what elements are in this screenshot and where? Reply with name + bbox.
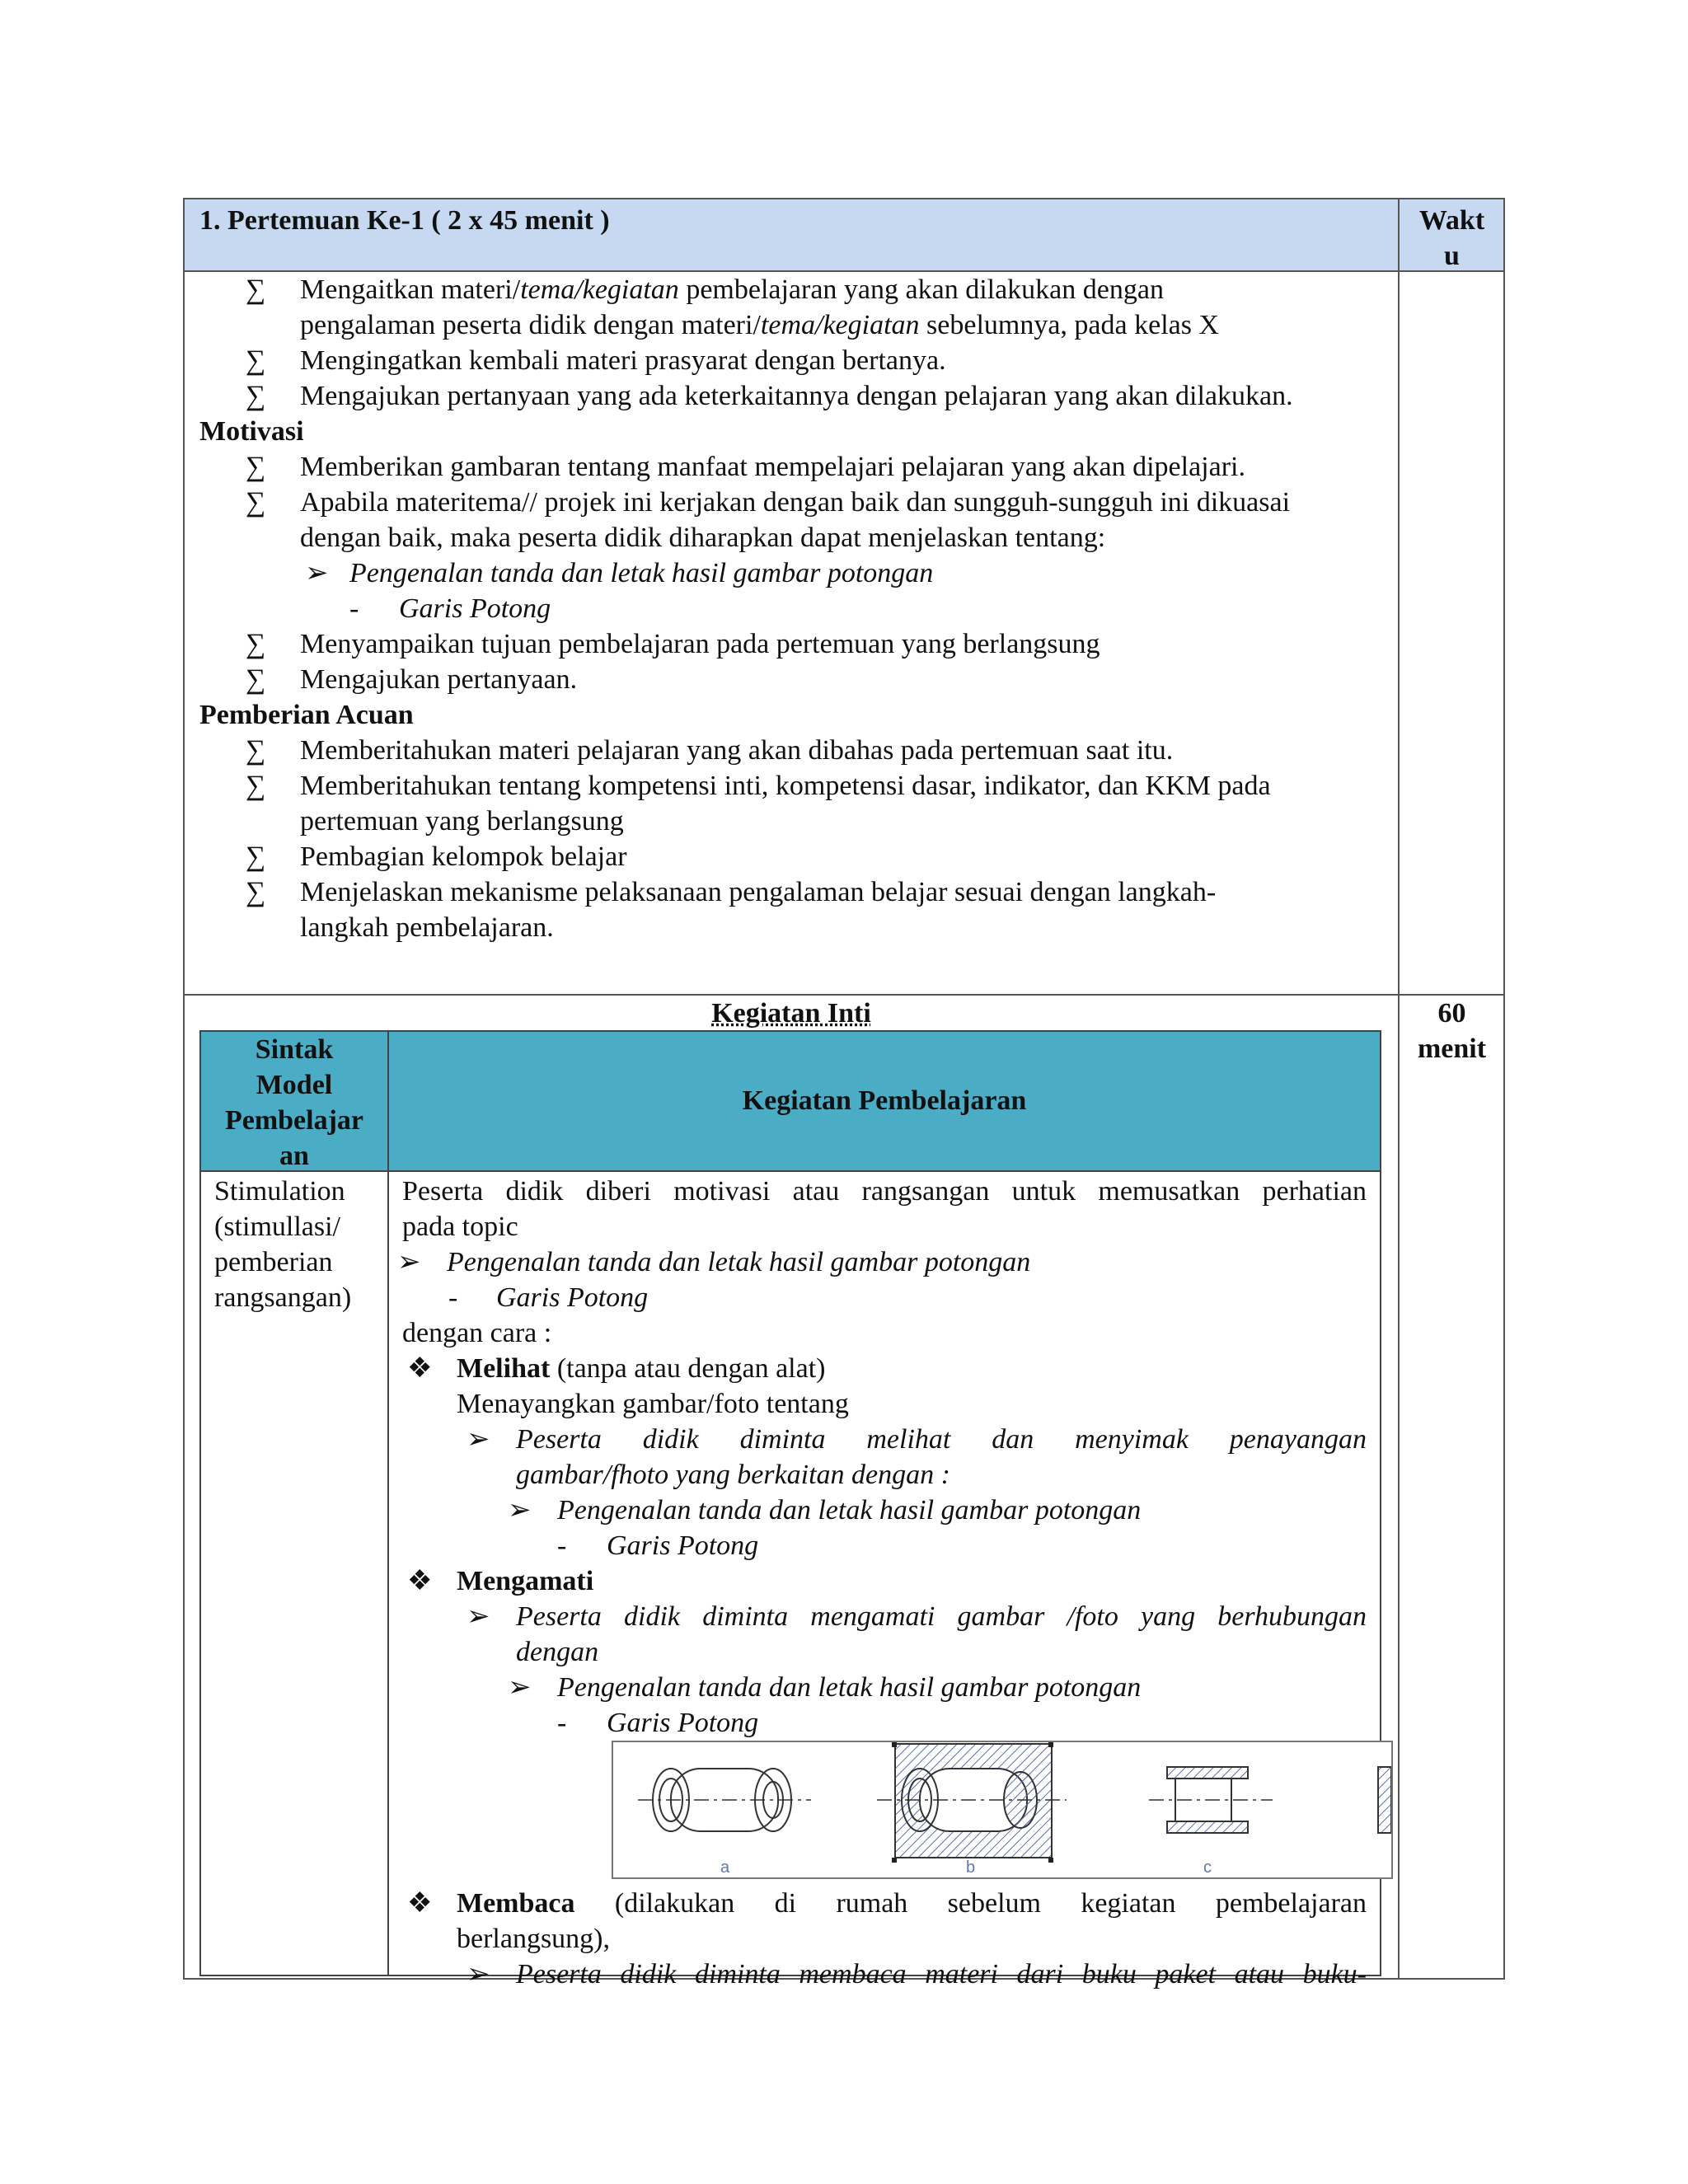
kegiatan-inti-title: Kegiatan Inti [711, 998, 871, 1029]
list-item: langkah pembelajaran. [300, 912, 554, 943]
sum-bullet-icon: ∑ [246, 841, 266, 872]
figure-label: c [1203, 1858, 1212, 1877]
pendahuluan-section [185, 272, 1398, 945]
intro-line: Peserta didik diberi motivasi atau rangsangan untuk memusatkan perhatian [402, 1176, 1367, 1207]
list-item: ∑ Memberitahukan materi pelajaran yang akan dibahas pada pertemuan saat itu. [185, 733, 1398, 768]
intro-line: pada topic [402, 1212, 518, 1242]
kegiatan-cell [389, 1174, 1380, 1992]
arrow-bullet-icon: ➢ [467, 1959, 490, 1990]
figure-label: a [720, 1858, 730, 1877]
list-item: ➢ Pengenalan tanda dan letak hasil gambar potongan [185, 555, 1398, 591]
dengan-cara: dengan cara : [402, 1318, 552, 1348]
sum-bullet-icon: ∑ [246, 452, 266, 482]
list-item: - Garis Potong [185, 591, 1398, 626]
kegiatan-column-header: Kegiatan Pembelajaran [742, 1085, 1027, 1116]
motivasi-heading: Motivasi [199, 416, 304, 447]
drawing-a [638, 1769, 811, 1831]
section-cut-figure [612, 1741, 1393, 1879]
cutting-line-drawings [613, 1742, 1391, 1877]
sum-bullet-icon: ∑ [246, 345, 266, 376]
arrow-bullet-icon: ➢ [305, 558, 329, 588]
list-item: dengan baik, maka peserta didik diharapkan dapat menjelaskan tentang: [300, 523, 1106, 553]
list-item: ∑ Mengaitkan materi/tema/kegiatan pembelajaran yang akan dilakukan dengan [185, 272, 1398, 307]
sum-bullet-icon: ∑ [246, 877, 266, 907]
sum-bullet-icon: ∑ [246, 664, 266, 695]
list-item: ➢ Pengenalan tanda dan letak hasil gambar potongan [389, 1493, 1380, 1528]
list-item: dengan [516, 1637, 599, 1667]
sum-bullet-icon: ∑ [246, 771, 266, 801]
acuan-heading: Pemberian Acuan [199, 700, 414, 730]
list-item: ∑ Mengajukan pertanyaan. [185, 662, 1398, 697]
column-divider [1398, 199, 1400, 1978]
inner-table-header [201, 1032, 1380, 1172]
list-item: ➢ Pengenalan tanda dan letak hasil gambar potongan [389, 1670, 1380, 1705]
membaca-line: berlangsung), [457, 1924, 611, 1954]
dash-bullet-icon: - [349, 593, 359, 624]
list-item: ∑ Mengajukan pertanyaan yang ada keterkaitannya dengan pelajaran yang akan dilakukan. [185, 378, 1398, 414]
diamond-bullet-icon: ❖ [407, 1566, 433, 1596]
arrow-bullet-icon: ➢ [467, 1424, 490, 1455]
list-item: - Garis Potong [389, 1705, 1380, 1741]
table-header [185, 199, 1503, 272]
list-item: ∑ Menjelaskan mekanisme pelaksanaan pengalaman belajar sesuai dengan langkah- [185, 874, 1398, 910]
list-item: ∑ Mengingatkan kembali materi prasyarat dengan bertanya. [185, 343, 1398, 378]
sum-bullet-icon: ∑ [246, 274, 266, 305]
melihat-item: ❖ Melihat (tanpa atau dengan alat) [389, 1351, 1380, 1386]
mengamati-item: ❖ Mengamati [389, 1563, 1380, 1599]
list-item: ∑ Memberitahukan tentang kompetensi inti, kompetensi dasar, indikator, dan KKM pada [185, 768, 1398, 804]
drawing-b [877, 1742, 1067, 1863]
list-item: pengalaman peserta didik dengan materi/tema/kegiatan sebelumnya, pada kelas X [300, 310, 1220, 340]
list-item: ∑ Memberikan gambaran tentang manfaat mempelajari pelajaran yang akan dipelajari. [185, 449, 1398, 485]
list-item: ∑ Pembagian kelompok belajar [185, 839, 1398, 874]
sum-bullet-icon: ∑ [246, 629, 266, 659]
list-item: gambar/fhoto yang berkaitan dengan : [516, 1460, 950, 1490]
dash-bullet-icon: - [448, 1282, 458, 1313]
arrow-bullet-icon: ➢ [508, 1495, 532, 1526]
list-item: ➢ Peserta didik diminta melihat dan menyimak penayangan [389, 1422, 1380, 1457]
time-value: 60 menit [1417, 998, 1487, 1064]
meeting-title: 1. Pertemuan Ke-1 ( 2 x 45 menit ) [199, 205, 610, 236]
drawing-c [1149, 1767, 1273, 1833]
sum-bullet-icon: ∑ [246, 487, 266, 518]
arrow-bullet-icon: ➢ [467, 1601, 490, 1632]
list-item: ∑ Menyampaikan tujuan pembelajaran pada pertemuan yang berlangsung [185, 626, 1398, 662]
sum-bullet-icon: ∑ [246, 381, 266, 411]
sintak-column-header: Sintak Model Pembelajar an [224, 1034, 364, 1171]
lesson-plan-table [183, 198, 1505, 1990]
drawing-d-partial [1378, 1767, 1391, 1833]
list-item: ➢ Peserta didik diminta mengamati gambar /foto yang berhubungan [389, 1599, 1380, 1634]
list-item: ∑ Apabila materitema// projek ini kerjakan dengan baik dan sungguh-sungguh ini dikuasai [185, 485, 1398, 520]
list-item: - Garis Potong [389, 1280, 1380, 1315]
menayangkan-line: Menayangkan gambar/foto tentang [457, 1389, 849, 1419]
list-item: ➢ Pengenalan tanda dan letak hasil gambar potongan [389, 1244, 1380, 1280]
dash-bullet-icon: - [557, 1708, 567, 1738]
time-column-header: Wakt u [1418, 205, 1485, 271]
list-item: ➢ Peserta didik diminta membaca materi dari buku paket atau buku- [389, 1957, 1380, 1992]
sintak-cell: Stimulation (stimullasi/ pemberian rangsangan) [214, 1176, 352, 1313]
list-item: pertemuan yang berlangsung [300, 806, 624, 837]
arrow-bullet-icon: ➢ [508, 1672, 532, 1703]
figure-label: b [966, 1858, 976, 1877]
list-item: - Garis Potong [389, 1528, 1380, 1563]
inner-syntax-table [199, 1030, 1381, 1990]
sum-bullet-icon: ∑ [246, 735, 266, 766]
arrow-bullet-icon: ➢ [397, 1247, 421, 1277]
membaca-item: ❖ Membaca (dilakukan di rumah sebelum kegiatan pembelajaran [389, 1886, 1380, 1921]
dash-bullet-icon: - [557, 1530, 567, 1561]
diamond-bullet-icon: ❖ [407, 1353, 433, 1384]
diamond-bullet-icon: ❖ [407, 1888, 433, 1919]
